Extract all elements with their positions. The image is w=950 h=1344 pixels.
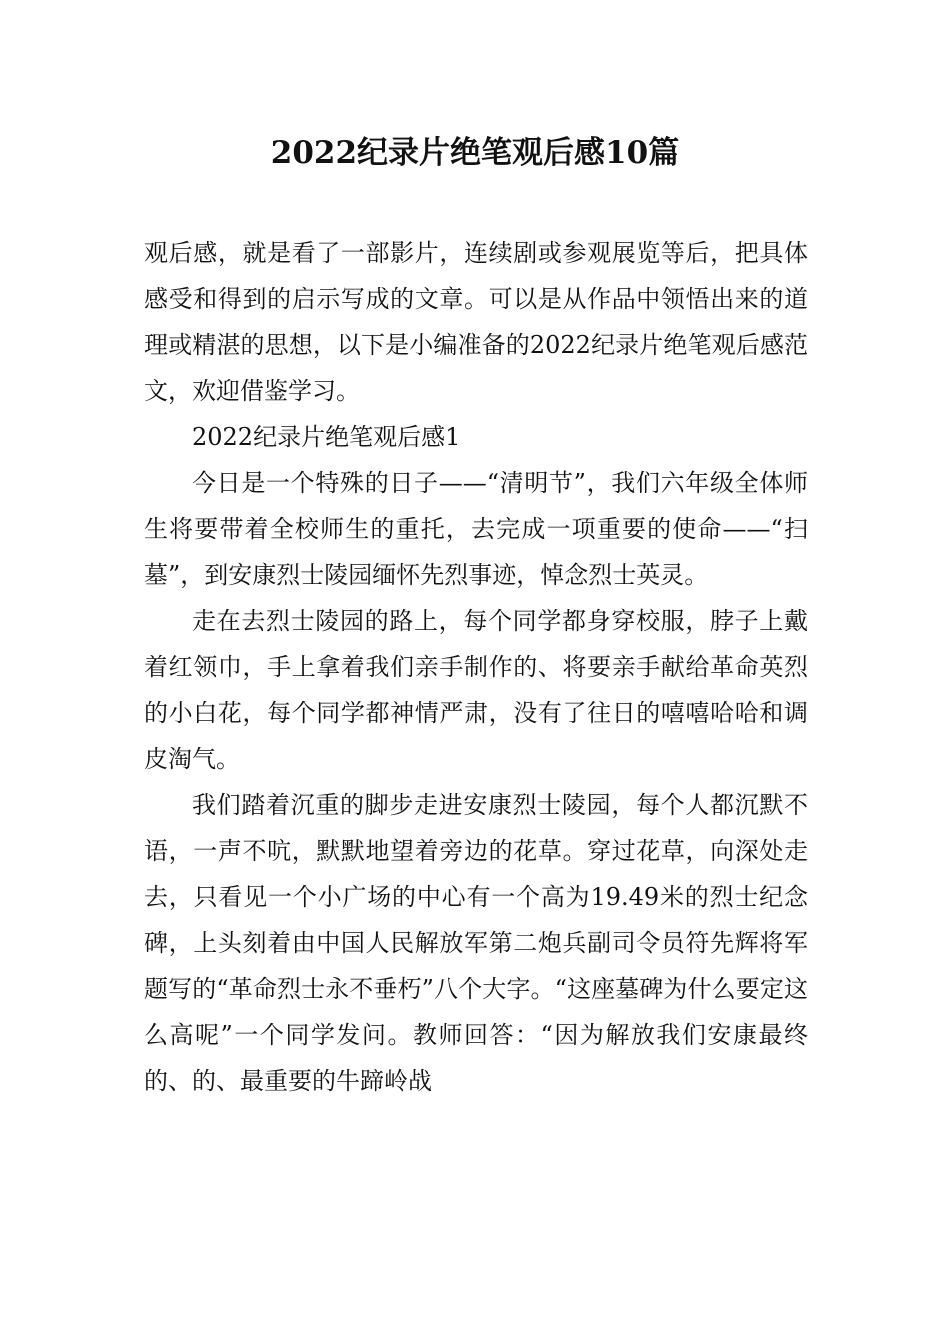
section-heading: 2022纪录片绝笔观后感1 bbox=[192, 423, 461, 451]
document-body bbox=[144, 230, 808, 1104]
document-title: 2022纪录片绝笔观后感10篇 bbox=[270, 135, 680, 171]
body-paragraph: 今日是一个特殊的日子——“清明节”，我们六年级全体师生将要带着全校师生的重托，去完成一项重要的使命——“扫墓”，到安康烈士陵园缅怀先烈事迹，悼念烈士英灵。 bbox=[144, 469, 808, 589]
body-paragraph: 我们踏着沉重的脚步走进安康烈士陵园，每个人都沉默不语，一声不吭，默默地望着旁边的花草。穿过花草，向深处走去，只看见一个小广场的中心有一个高为19.49米的烈士纪念碑，上头刻着由中国人民解放军第二炮兵副司令员符先辉将军题写的“革命烈士永不垂朽”八个大字。“这座墓碑为什么要定这么高呢”一个同学发问。教师回答：“因为解放我们安康最终的、的、最重要的牛蹄岭战 bbox=[144, 791, 808, 1095]
body-paragraph: 走在去烈士陵园的路上，每个同学都身穿校服，脖子上戴着红领巾，手上拿着我们亲手制作的、将要亲手献给革命英烈的小白花，每个同学都神情严肃，没有了往日的嘻嘻哈哈和调皮淘气。 bbox=[144, 607, 808, 773]
intro-paragraph: 观后感，就是看了一部影片，连续剧或参观展览等后，把具体感受和得到的启示写成的文章。可以是从作品中领悟出来的道理或精湛的思想，以下是小编准备的2022纪录片绝笔观后感范文，欢迎借鉴学习。 bbox=[144, 239, 808, 405]
